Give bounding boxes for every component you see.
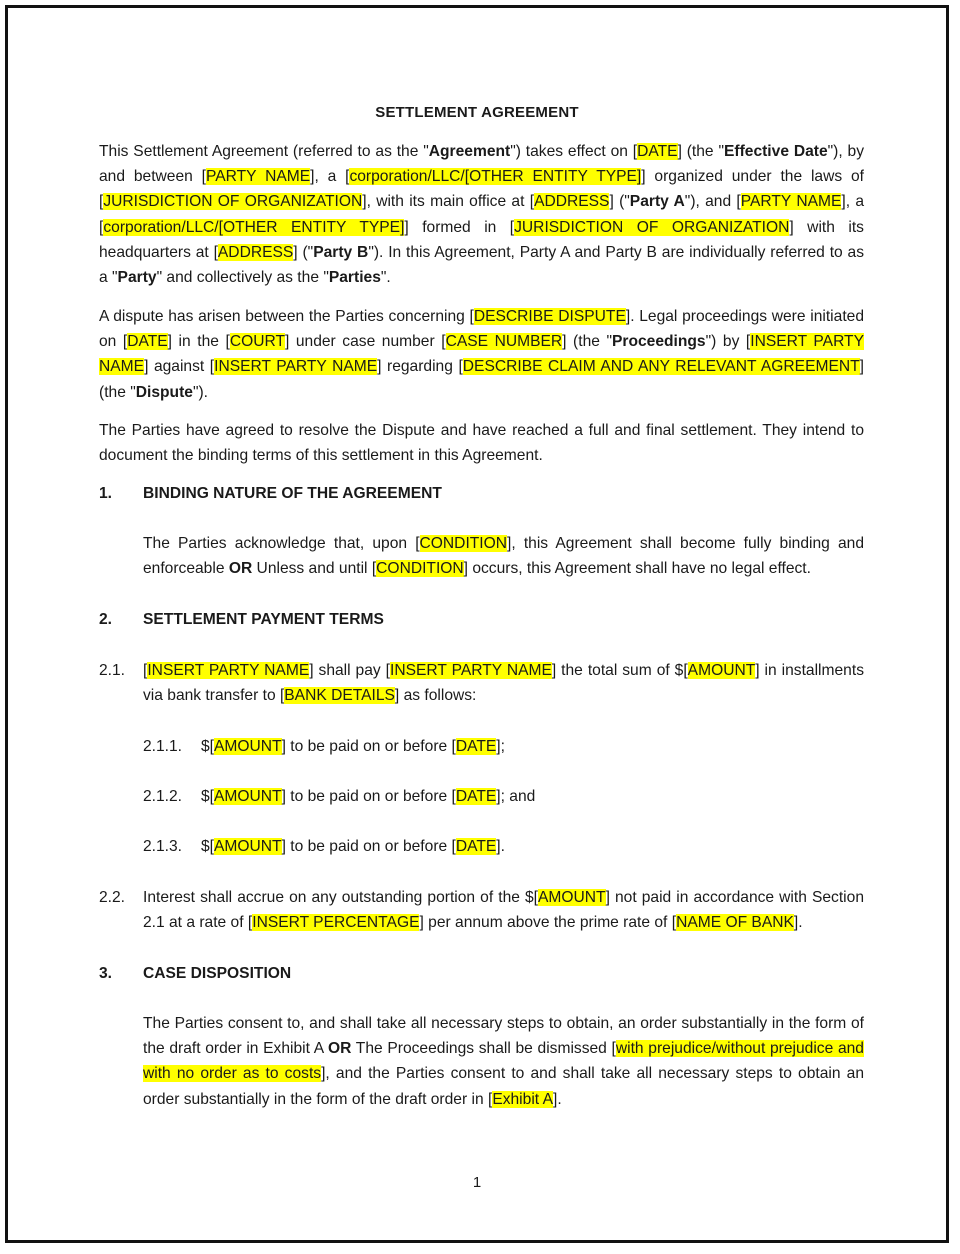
text-run: ] not paid in accordance with Section 2.1 at a rate of [ [143,889,864,932]
text-run: A dispute has arisen between the Parties concerning [ [99,308,474,325]
section-1-heading: BINDING NATURE OF THE AGREEMENT [143,485,442,502]
text-run: ]. Legal proceedings were initiated on [ [99,308,864,351]
text-run: ]; [496,738,505,755]
text-run: ] to be paid on or before [ [281,788,456,805]
placeholder-field: corporation/LLC/[OTHER ENTITY TYPE] [349,168,642,186]
placeholder-field: Exhibit A [492,1090,553,1108]
text-run: ] in the [ [167,333,230,351]
text-run: ] to be paid on or before [ [281,738,456,755]
section-1-number: 1. [99,485,113,502]
placeholder-field: JURISDICTION OF ORGANIZATION [103,193,363,211]
text-run: ] to be paid on or before [ [281,838,456,855]
text-run: The Parties acknowledge that, upon [ [143,535,420,552]
placeholder-field: corporation/LLC/[OTHER ENTITY TYPE] [103,218,405,236]
text-run: ". [380,269,391,287]
placeholder-field: AMOUNT [214,788,282,805]
clause-2-2-number: 2.2. [99,889,126,906]
text-run: ") takes effect on [ [510,143,638,160]
section-1-body [143,531,864,581]
placeholder-field: INSERT PERCENTAGE [252,914,420,932]
text-run: ] (" [609,193,630,211]
section-3-number: 3. [99,965,113,982]
placeholder-field: NAME OF BANK [676,914,794,932]
defined-term: Effective Date [723,143,828,160]
defined-term: Party A [629,193,685,211]
defined-term: Dispute [135,383,193,401]
text-run: ], a [ [310,168,350,186]
defined-term: Agreement [428,143,511,160]
clause-2-1-2-text [201,784,535,809]
text-run: $[ [201,738,215,755]
text-run: ] the total sum of $[ [551,662,688,679]
section-2-number: 2. [99,611,113,628]
defined-term: Proceedings [612,333,706,351]
clause-2-1-2-number: 2.1.2. [143,788,183,805]
text-run: [ [143,662,148,679]
page-number: 1 [472,1174,482,1191]
section-2-heading: SETTLEMENT PAYMENT TERMS [143,611,384,628]
text-run: $[ [201,788,215,805]
text-run: ") by [ [705,333,751,351]
text-run: The Parties have agreed to resolve the Dispute and have reached a full and final settlement. They intend to document the binding terms of this settlement in this Agreement. [99,422,864,465]
placeholder-field: PARTY NAME [205,168,311,186]
text-run: ]. [793,914,803,932]
resolution-paragraph [99,418,864,468]
clause-2-1-number: 2.1. [99,662,126,679]
placeholder-field: INSERT PARTY NAME [214,358,378,376]
section-3-heading: CASE DISPOSITION [143,965,292,982]
clause-2-1-3-text [201,834,505,859]
placeholder-field: DATE [455,738,497,755]
text-run: ] with its headquarters at [ [99,218,864,261]
defined-term: Parties [328,269,381,287]
placeholder-field: AMOUNT [538,889,606,906]
text-run: This Settlement Agreement (referred to as the " [99,143,429,160]
placeholder-field: DESCRIBE DISPUTE [473,308,626,325]
text-run: ], with its main office at [ [362,193,535,211]
placeholder-field: INSERT PARTY NAME [99,333,864,376]
text-run: ], a [ [99,193,864,236]
text-run: ], and the Parties consent to and shall take all necessary steps to obtain an order substantially in the form of the draft order in [ [143,1065,865,1108]
text-run: ] (" [293,243,314,261]
text-run: Unless and until [ [252,560,377,578]
clause-2-1-1-text [201,734,505,759]
text-run: ] as follows: [394,687,477,705]
text-run: ] shall pay [ [309,662,390,679]
section-3-body [143,1011,864,1112]
placeholder-field: INSERT PARTY NAME [147,662,310,679]
text-run: ]. [553,1090,562,1108]
text-run: ]; and [496,788,536,805]
placeholder-field: PARTY NAME [740,193,842,211]
placeholder-field: ADDRESS [534,193,610,211]
placeholder-field: DATE [455,838,497,855]
placeholder-field: COURT [229,333,285,351]
text-run: ] occurs, this Agreement shall have no legal effect. [463,560,811,578]
text-run: ] (the " [99,358,864,401]
defined-term: OR [328,1040,352,1058]
clause-2-1-3-number: 2.1.3. [143,838,183,855]
document-page [5,5,949,1243]
text-run: ] per annum above the prime rate of [ [419,914,677,932]
placeholder-field: AMOUNT [214,738,282,755]
dispute-paragraph [99,304,864,405]
text-run: ]. [496,838,505,855]
placeholder-field: DATE [455,788,497,805]
clause-2-1-1-number: 2.1.1. [143,738,183,755]
placeholder-field: with prejudice/without prejudice and with no order as to costs [143,1040,864,1083]
placeholder-field: JURISDICTION OF ORGANIZATION [514,218,790,236]
text-run: "). [192,383,208,401]
placeholder-field: DESCRIBE CLAIM AND ANY RELEVANT AGREEMENT [462,358,860,376]
placeholder-field: CONDITION [376,560,464,578]
placeholder-field: AMOUNT [687,662,756,679]
placeholder-field: DATE [127,333,168,351]
text-run: The Proceedings shall be dismissed [ [351,1040,616,1058]
placeholder-field: BANK DETAILS [284,687,395,705]
defined-term: Party B [313,243,369,261]
placeholder-field: ADDRESS [217,243,294,261]
text-run: $[ [201,838,215,855]
text-run: ] (the " [562,333,613,351]
text-run: Interest shall accrue on any outstanding portion of the $[ [143,889,538,906]
text-run: ] (the " [677,143,724,160]
document-title: SETTLEMENT AGREEMENT [375,104,579,121]
clause-2-2-body [143,885,864,935]
text-run: ] in installments via bank transfer to [ [143,662,864,705]
text-run: ] regarding [ [377,358,463,376]
text-run: ] against [ [144,358,215,376]
placeholder-field: INSERT PARTY NAME [390,662,552,679]
text-run: "), by and between [ [99,143,864,186]
clause-2-1-body [143,658,864,708]
text-run: " and collectively as the " [156,269,329,287]
placeholder-field: CASE NUMBER [445,333,563,351]
defined-term: Party [117,269,157,287]
intro-paragraph [99,139,864,290]
text-run: ], this Agreement shall become fully binding and enforceable [143,535,864,578]
text-run: "). In this Agreement, Party A and Party B are individually referred to as a " [99,243,864,287]
text-run: "), and [ [684,193,741,211]
text-run: ] organized under the laws of [ [99,168,864,211]
text-run: ] under case number [ [284,333,446,351]
placeholder-field: AMOUNT [214,838,282,855]
defined-term: OR [228,560,253,578]
text-run: The Parties consent to, and shall take all necessary steps to obtain, an order substantially in the form of the draft order in Exhibit A [143,1015,864,1058]
placeholder-field: CONDITION [419,535,508,552]
placeholder-field: DATE [637,143,678,160]
text-run: ] formed in [ [404,218,515,236]
